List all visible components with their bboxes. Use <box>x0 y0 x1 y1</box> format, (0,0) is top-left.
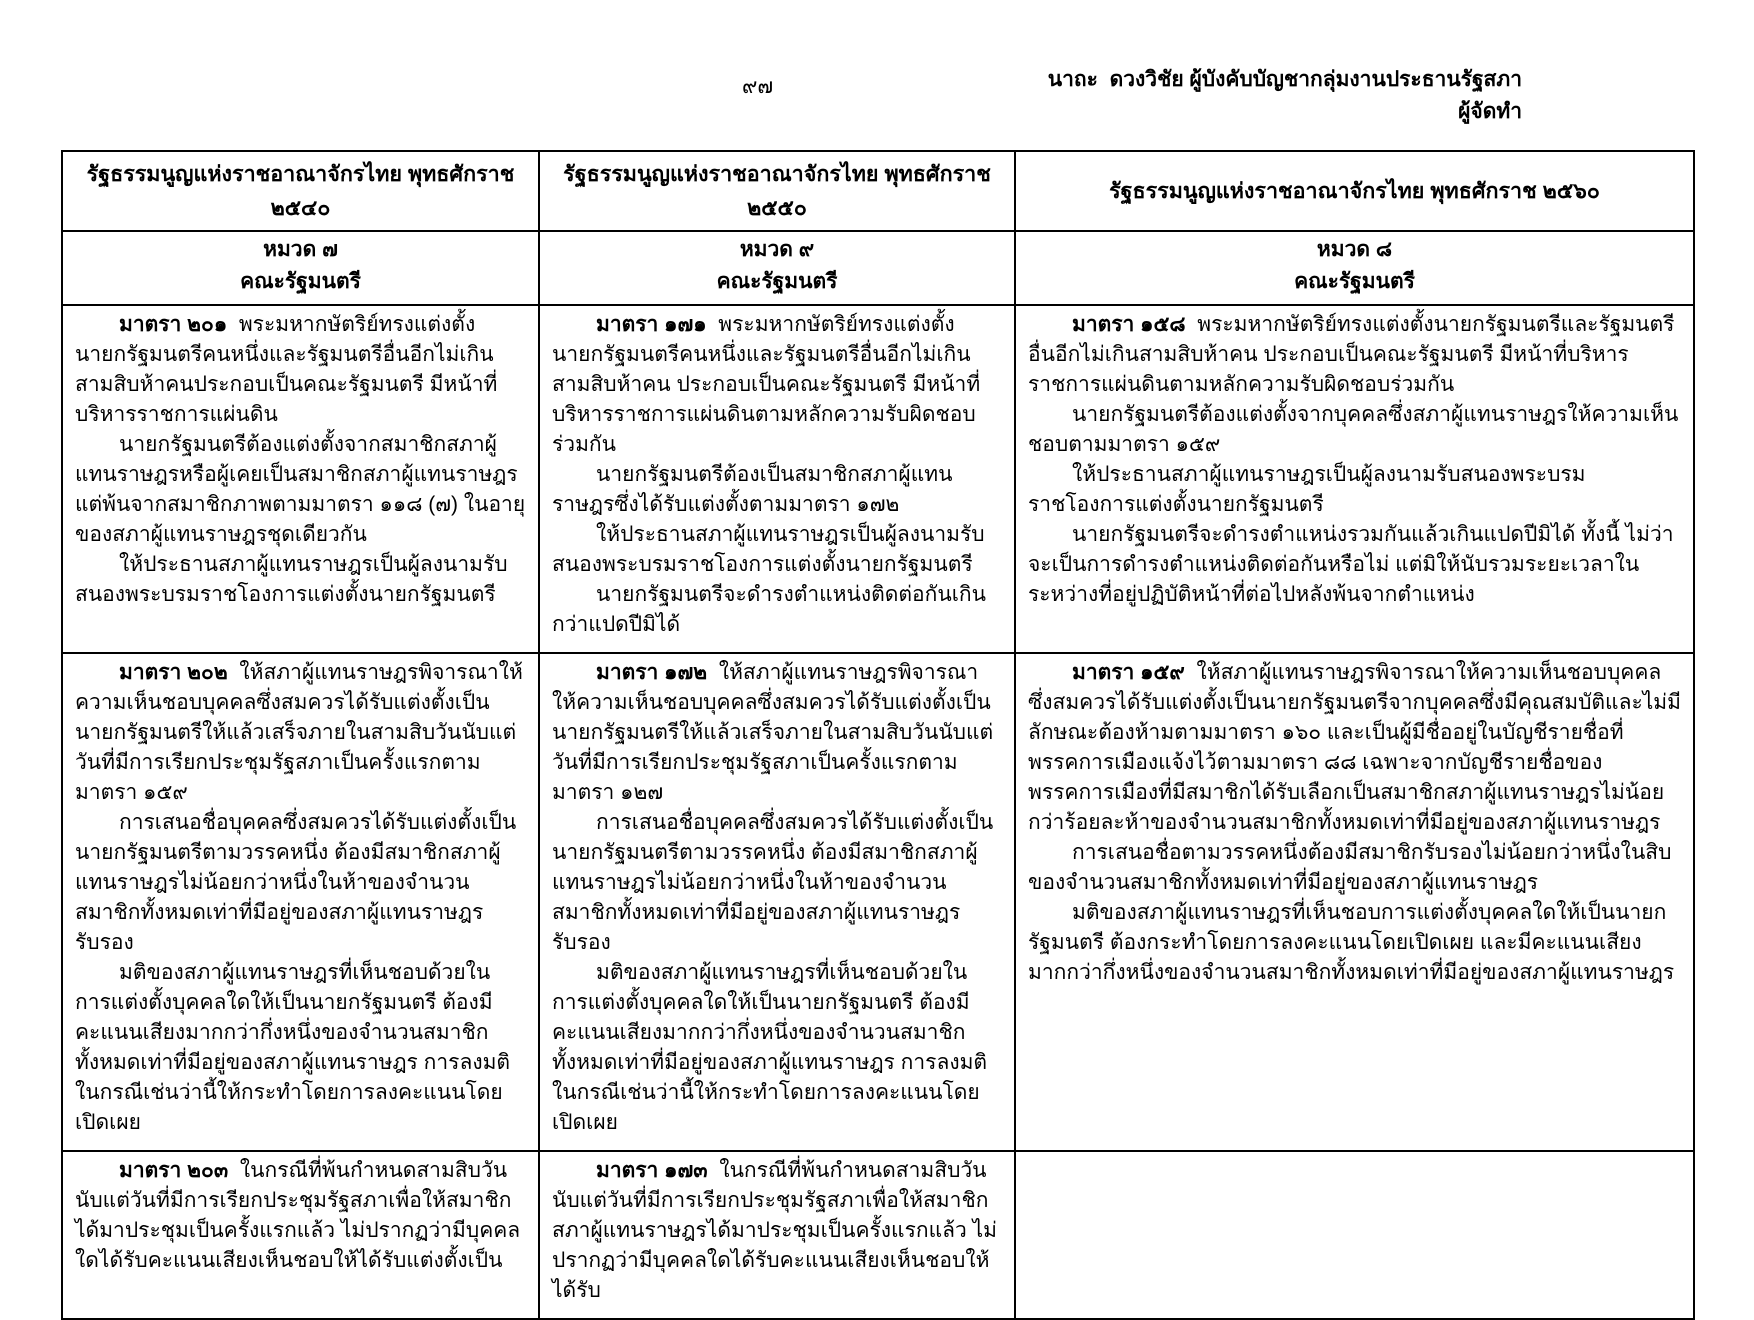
page-header <box>0 0 1754 150</box>
article-paragraph: ให้ประธานสภาผู้แทนราษฎรเป็นผู้ลงนามรับสนองพระบรมราชโองการแต่งตั้งนายกรัฐมนตรี <box>75 553 508 606</box>
article-paragraph: ให้ประธานสภาผู้แทนราษฎรเป็นผู้ลงนามรับสนองพระบรมราชโองการแต่งตั้งนายกรัฐมนตรี <box>552 523 985 576</box>
table-row <box>62 305 1694 653</box>
author-line: นาถะ ดวงวิชัย ผู้บังคับบัญชากลุ่มงานประธานรัฐสภา <box>1047 68 1522 91</box>
article-paragraph: มาตรา ๒๐๓ ในกรณีที่พ้นกำหนดสามสิบวันนับแต่วันที่มีการเรียกประชุมรัฐสภาเพื่อให้สมาชิกได้มาประชุมเป็นครั้งแรกแล้ว ไม่ปรากฏว่ามีบุคคลใดได้รับคะแนนเสียงเห็นชอบให้ได้รับแต่งตั้งเป็น <box>75 1159 521 1272</box>
chapter-number: หมวด ๙ <box>739 238 815 261</box>
article-paragraph: นายกรัฐมนตรีต้องเป็นสมาชิกสภาผู้แทนราษฎรซึ่งได้รับแต่งตั้งตามมาตรา ๑๗๒ <box>552 463 953 516</box>
article-cell <box>539 305 1015 653</box>
section-number: มาตรา ๑๕๘ <box>1072 313 1186 336</box>
article-paragraph: การเสนอชื่อตามวรรคหนึ่งต้องมีสมาชิกรับรองไม่น้อยกว่าหนึ่งในสิบของจำนวนสมาชิกทั้งหมดเท่าที่มีอยู่ของสภาผู้แทนราษฎร <box>1028 841 1672 894</box>
author-role: ผู้จัดทำ <box>1458 99 1522 123</box>
article-paragraph: มติของสภาผู้แทนราษฎรที่เห็นชอบด้วยในการแต่งตั้งบุคคลใดให้เป็นนายกรัฐมนตรี ต้องมีคะแนนเสียงมากกว่ากึ่งหนึ่งของจำนวนสมาชิกทั้งหมดเท่าที่มีอยู่ของสภาผู้แทนราษฎร การลงมติในกรณีเช่นว่านี้ให้กระทำโดยการลงคะแนนโดยเปิดเผย <box>552 961 988 1134</box>
table-row <box>62 1151 1694 1319</box>
article-cell <box>62 653 539 1151</box>
article-paragraph: มาตรา ๑๗๓ ในกรณีที่พ้นกำหนดสามสิบวันนับแต่วันที่มีการเรียกประชุมรัฐสภาเพื่อให้สมาชิกสภาผู้แทนราษฎรได้มาประชุมเป็นครั้งแรกแล้ว ไม่ปรากฏว่ามีบุคคลใดได้รับคะแนนเสียงเห็นชอบให้ได้รับ <box>552 1159 998 1302</box>
page-number: ๙๗ <box>742 75 774 98</box>
article-paragraph: มาตรา ๑๕๘ พระมหากษัตริย์ทรงแต่งตั้งนายกรัฐมนตรีและรัฐมนตรีอื่นอีกไม่เกินสามสิบห้าคน ประกอบเป็นคณะรัฐมนตรี มีหน้าที่บริหารราชการแผ่นดินตามหลักความรับผิดชอบร่วมกัน <box>1028 313 1675 396</box>
article-paragraph: ให้ประธานสภาผู้แทนราษฎรเป็นผู้ลงนามรับสนองพระบรมราชโองการแต่งตั้งนายกรัฐมนตรี <box>1028 463 1586 516</box>
section-number: มาตรา ๑๗๑ <box>596 313 707 336</box>
chapter-number: หมวด ๗ <box>263 238 338 261</box>
article-paragraph: มาตรา ๒๐๑ พระมหากษัตริย์ทรงแต่งตั้งนายกรัฐมนตรีคนหนึ่งและรัฐมนตรีอื่นอีกไม่เกินสามสิบห้าคนประกอบเป็นคณะรัฐมนตรี มีหน้าที่บริหารราชการแผ่นดิน <box>75 313 498 426</box>
article-cell <box>62 1151 539 1319</box>
comparison-table-body <box>62 151 1694 1319</box>
article-paragraph: มติของสภาผู้แทนราษฎรที่เห็นชอบการแต่งตั้งบุคคลใดให้เป็นนายกรัฐมนตรี ต้องกระทำโดยการลงคะแนนโดยเปิดเผย และมีคะแนนเสียงมากกว่ากึ่งหนึ่งของจำนวนสมาชิกทั้งหมดเท่าที่มีอยู่ของสภาผู้แทนราษฎร <box>1028 901 1675 984</box>
article-cell <box>62 305 539 653</box>
article-cell <box>1015 653 1694 1151</box>
section-number: มาตรา ๑๗๓ <box>596 1159 708 1182</box>
column-title-1: รัฐธรรมนูญแห่งราชอาณาจักรไทย พุทธศักราช ๒๕๕๐ <box>539 151 1015 231</box>
section-number: มาตรา ๒๐๒ <box>119 661 228 684</box>
article-paragraph: มติของสภาผู้แทนราษฎรที่เห็นชอบด้วยในการแต่งตั้งบุคคลใดให้เป็นนายกรัฐมนตรี ต้องมีคะแนนเสียงมากกว่ากึ่งหนึ่งของจำนวนสมาชิกทั้งหมดเท่าที่มีอยู่ของสภาผู้แทนราษฎร การลงมติในกรณีเช่นว่านี้ให้กระทำโดยการลงคะแนนโดยเปิดเผย <box>75 961 511 1134</box>
article-cell <box>1015 1151 1694 1319</box>
column-chapter-1 <box>539 231 1015 305</box>
column-chapter-2 <box>1015 231 1694 305</box>
section-number: มาตรา ๒๐๑ <box>119 313 228 336</box>
column-chapter-0 <box>62 231 539 305</box>
chapter-title: คณะรัฐมนตรี <box>716 269 838 293</box>
article-paragraph: นายกรัฐมนตรีต้องแต่งตั้งจากบุคคลซึ่งสภาผู้แทนราษฎรให้ความเห็นชอบตามมาตรา ๑๕๙ <box>1028 403 1679 456</box>
table-row <box>62 653 1694 1151</box>
article-paragraph: นายกรัฐมนตรีจะดำรงตำแหน่งติดต่อกันเกินกว่าแปดปีมิได้ <box>552 583 986 636</box>
chapter-number: หมวด ๘ <box>1316 238 1393 261</box>
section-number: มาตรา ๑๗๒ <box>596 661 708 684</box>
article-paragraph: มาตรา ๑๕๙ ให้สภาผู้แทนราษฎรพิจารณาให้ความเห็นชอบบุคคลซึ่งสมควรได้รับแต่งตั้งเป็นนายกรัฐมนตรีจากบุคคลซึ่งมีคุณสมบัติและไม่มีลักษณะต้องห้ามตามมาตรา ๑๖๐ และเป็นผู้มีชื่ออยู่ในบัญชีรายชื่อที่พรรคการเมืองแจ้งไว้ตามมาตรา ๘๘ เฉพาะจากบัญชีรายชื่อของพรรคการเมืองที่มีสมาชิกได้รับเลือกเป็นสมาชิกสภาผู้แทนราษฎรไม่น้อยกว่าร้อยละห้าของจำนวนสมาชิกทั้งหมดเท่าที่มีอยู่ของสภาผู้แทนราษฎร <box>1028 661 1681 834</box>
section-number: มาตรา ๑๕๙ <box>1072 661 1185 684</box>
article-paragraph: การเสนอชื่อบุคคลซึ่งสมควรได้รับแต่งตั้งเป็นนายกรัฐมนตรีตามวรรคหนึ่ง ต้องมีสมาชิกสภาผู้แทนราษฎรไม่น้อยกว่าหนึ่งในห้าของจำนวนสมาชิกทั้งหมดเท่าที่มีอยู่ของสภาผู้แทนราษฎรรับรอง <box>552 811 994 954</box>
article-cell <box>1015 305 1694 653</box>
article-cell <box>539 1151 1015 1319</box>
constitution-comparison-table <box>61 150 1695 1320</box>
column-title-0: รัฐธรรมนูญแห่งราชอาณาจักรไทย พุทธศักราช ๒๕๔๐ <box>62 151 539 231</box>
column-title-2: รัฐธรรมนูญแห่งราชอาณาจักรไทย พุทธศักราช ๒๕๖๐ <box>1015 151 1694 231</box>
article-paragraph: การเสนอชื่อบุคคลซึ่งสมควรได้รับแต่งตั้งเป็นนายกรัฐมนตรีตามวรรคหนึ่ง ต้องมีสมาชิกสภาผู้แทนราษฎรไม่น้อยกว่าหนึ่งในห้าของจำนวนสมาชิกทั้งหมดเท่าที่มีอยู่ของสภาผู้แทนราษฎรรับรอง <box>75 811 517 954</box>
article-paragraph: มาตรา ๑๗๑ พระมหากษัตริย์ทรงแต่งตั้งนายกรัฐมนตรีคนหนึ่งและรัฐมนตรีอื่นอีกไม่เกินสามสิบห้าคน ประกอบเป็นคณะรัฐมนตรี มีหน้าที่บริหารราชการแผ่นดินตามหลักความรับผิดชอบร่วมกัน <box>552 313 981 456</box>
article-paragraph: นายกรัฐมนตรีต้องแต่งตั้งจากสมาชิกสภาผู้แทนราษฎรหรือผู้เคยเป็นสมาชิกสภาผู้แทนราษฎรแต่พ้นจากสมาชิกภาพตามมาตรา ๑๑๘ (๗) ในอายุของสภาผู้แทนราษฎรชุดเดียวกัน <box>75 433 526 546</box>
article-cell <box>539 653 1015 1151</box>
chapter-title: คณะรัฐมนตรี <box>240 269 361 293</box>
author-block <box>1048 64 1522 127</box>
section-number: มาตรา ๒๐๓ <box>119 1159 229 1182</box>
article-paragraph: นายกรัฐมนตรีจะดำรงตำแหน่งรวมกันแล้วเกินแปดปีมิได้ ทั้งนี้ ไม่ว่าจะเป็นการดำรงตำแหน่งติดต่อกันหรือไม่ แต่มิให้นับรวมระยะเวลาในระหว่างที่อยู่ปฏิบัติหน้าที่ต่อไปหลังพ้นจากตำแหน่ง <box>1028 523 1674 606</box>
table-chapter-row <box>62 231 1694 305</box>
chapter-title: คณะรัฐมนตรี <box>1294 269 1415 293</box>
article-paragraph: มาตรา ๑๗๒ ให้สภาผู้แทนราษฎรพิจารณาให้ความเห็นชอบบุคคลซึ่งสมควรได้รับแต่งตั้งเป็นนายกรัฐมนตรีให้แล้วเสร็จภายในสามสิบวันนับแต่วันที่มีการเรียกประชุมรัฐสภาเป็นครั้งแรกตามมาตรา ๑๒๗ <box>552 661 994 804</box>
table-title-row <box>62 151 1694 231</box>
article-paragraph: มาตรา ๒๐๒ ให้สภาผู้แทนราษฎรพิจารณาให้ความเห็นชอบบุคคลซึ่งสมควรได้รับแต่งตั้งเป็นนายกรัฐมนตรีให้แล้วเสร็จภายในสามสิบวันนับแต่วันที่มีการเรียกประชุมรัฐสภาเป็นครั้งแรกตามมาตรา ๑๕๙ <box>75 661 523 804</box>
